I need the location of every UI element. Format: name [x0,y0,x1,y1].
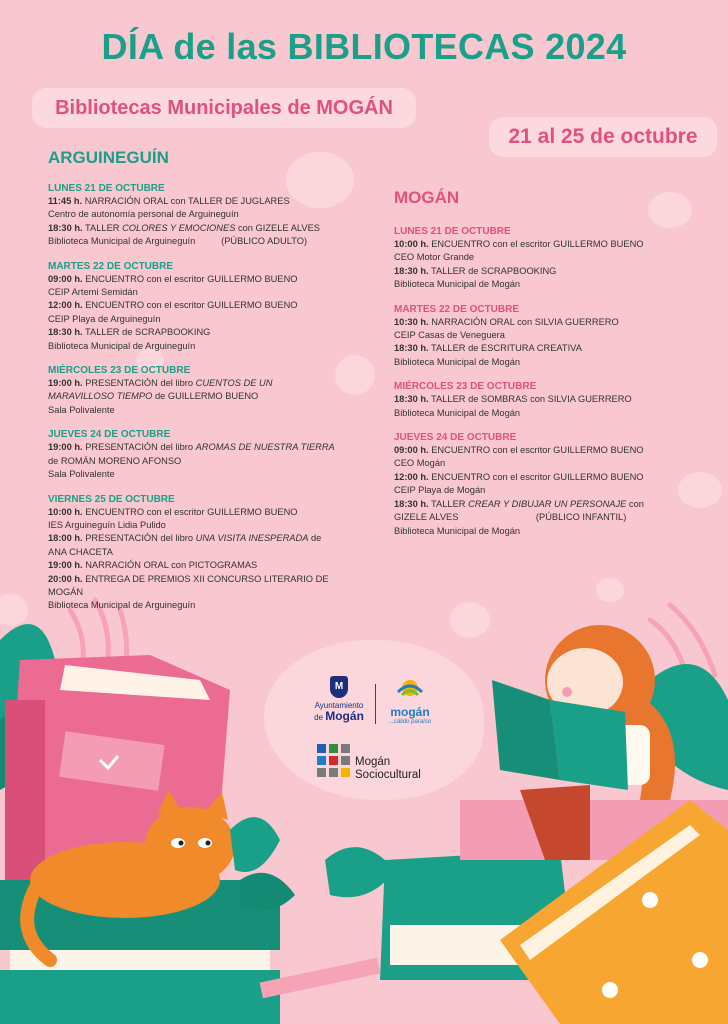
decor-blob [0,594,28,626]
dates-badge: 21 al 25 de octubre [489,117,717,157]
mogan-days [394,225,694,538]
event-time: 18:00 h. [48,533,83,544]
color-squares-icon [317,744,350,777]
event-text: con GIZELE ALVES [235,222,320,233]
event-text: ENCUENTRO con el escritor GUILLERMO BUENO [82,300,298,311]
event-text: PRESENTACIÓN del libro [82,442,196,453]
event-text: PRESENTACIÓN del libro [82,378,196,389]
green-book-2 [0,970,280,1024]
ayuntamiento-label: Ayuntamiento [314,701,364,710]
event-time: 10:00 h. [48,506,83,517]
event-text: TALLER [82,222,123,233]
schedule-line [48,313,348,326]
event-text: de ROMÁN MORENO AFONSO [48,455,182,466]
event-text: ENCUENTRO con el escritor GUILLERMO BUENO [428,445,644,456]
schedule-line [48,286,348,299]
day-title: VIERNES 25 DE OCTUBRE [48,493,175,505]
event-text: Sala Polivalente [48,404,115,415]
schedule-line [394,471,694,484]
event-time: 18:30 h. [394,265,429,276]
day-title: JUEVES 24 DE OCTUBRE [394,432,517,444]
arguineguin-days [48,182,348,613]
schedule-line [48,377,348,390]
schedule-line [48,340,348,353]
schedule-line [48,455,348,468]
event-time: 19:00 h. [48,442,83,453]
event-title: CREAR Y DIBUJAR UN PERSONAJE [468,498,627,509]
girl-cheek [562,687,572,697]
event-text: ENTREGA DE PREMIOS XII CONCURSO LITERARIO DE [82,573,329,584]
subtitle-badge: Bibliotecas Municipales de MOGÁN [32,88,416,128]
arguineguin-heading: ARGUINEGUÍN [48,148,169,167]
event-text: CEIP Casas de Veneguera [394,330,505,341]
arguineguin-column [48,148,348,624]
event-text: TALLER de ESCRITURA CREATIVA [428,343,582,354]
schedule-line [394,407,694,420]
event-text: ENCUENTRO con el escritor GUILLERMO BUENO [82,506,298,517]
schedule-day [48,493,348,613]
event-time: 19:00 h. [48,378,83,389]
schedule-line [48,468,348,481]
day-title: MIÉRCOLES 23 DE OCTUBRE [394,381,537,393]
day-title: LUNES 21 DE OCTUBRE [394,226,511,237]
schedule-line [394,457,694,470]
schedule-line [48,222,348,235]
shield-icon: M [330,676,348,698]
schedule-line [48,586,348,599]
schedule-line [394,498,694,511]
event-text: NARRACIÓN ORAL con SILVIA GUERRERO [428,316,619,327]
schedule-day [394,431,694,538]
schedule-line [394,511,694,524]
schedule-line [48,326,348,339]
schedule-line [394,444,694,457]
ayuntamiento-de: de [314,713,323,722]
event-text: ENCUENTRO con el escritor GUILLERMO BUENO [82,273,298,284]
schedule-line [48,532,348,545]
schedule-line [48,599,348,612]
schedule-line [48,273,348,286]
event-text: TALLER de SCRAPBOOKING [428,265,557,276]
event-time: 18:30 h. [394,498,429,509]
event-text: de GUILLERMO BUENO [152,391,259,402]
schedule-line [394,525,694,538]
schedule-line [48,573,348,586]
schedule-line [394,265,694,278]
sociocultural-line1: Mogán [355,756,391,768]
event-text: con [626,498,644,509]
event-text: Biblioteca Municipal de Mogán [394,407,521,418]
event-time: 18:30 h. [48,327,83,338]
flower-icon [692,952,708,968]
event-title: CUENTOS DE UN [195,378,273,389]
schedule-line [48,546,348,559]
event-title: MARAVILLOSO TIEMPO [48,391,153,402]
flower-icon [602,982,618,998]
schedule-line [394,251,694,264]
day-title: JUEVES 24 DE OCTUBRE [48,429,171,441]
logo-divider [375,684,376,724]
schedule-line [394,278,694,291]
event-text: Biblioteca Municipal de Arguineguín [48,600,196,611]
schedule-day [394,303,694,370]
schedule-line [48,441,348,454]
event-text: ENCUENTRO con el escritor GUILLERMO BUENO [428,239,644,249]
event-text: Centro de autonomía personal de Arguineguín [48,209,239,220]
mogan-brand-logo [380,678,440,726]
event-text: CEIP Playa de Arguineguín [48,313,161,324]
event-text: TALLER de SOMBRAS con SILVIA GUERRERO [428,394,632,405]
sociocultural-logo [317,744,421,781]
schedule-day [48,428,348,481]
event-title: AROMAS DE NUESTRA TIERRA [195,442,335,453]
flower-icon [642,892,658,908]
event-text: CEO Motor Grande [394,252,475,263]
event-text: Biblioteca Municipal de Arguineguín (PÚBLICO ADULTO) [48,236,308,247]
event-text: ANA CHACETA [48,546,113,557]
schedule-day [48,364,348,417]
event-time: 12:00 h. [394,471,429,482]
event-text: CEO Mogán [394,458,446,469]
event-text: Biblioteca Municipal de Mogán [394,279,521,290]
schedule-line [48,195,348,208]
schedule-line [394,316,694,329]
event-time: 19:00 h. [48,560,83,571]
day-title: MIÉRCOLES 23 DE OCTUBRE [48,365,191,377]
schedule-day [48,182,348,249]
mogan-column [394,188,694,549]
event-text: PRESENTACIÓN del libro [82,533,196,544]
schedule-line [48,559,348,572]
page-title: DÍA de las BIBLIOTECAS 2024 [101,26,627,67]
event-text: MOGÁN [48,586,84,597]
event-time: 09:00 h. [48,273,83,284]
event-text: CEIP Playa de Mogán [394,485,486,496]
ayuntamiento-name: Mogán [325,709,364,723]
event-time: 20:00 h. [48,573,83,584]
cat-pupil [179,841,184,846]
event-text: NARRACIÓN ORAL con TALLER DE JUGLARES [82,196,290,206]
event-text: ENCUENTRO con el escritor GUILLERMO BUENO [428,471,644,482]
event-text: TALLER [428,498,469,509]
ayuntamiento-logo [304,676,374,723]
cat-head [145,807,235,883]
schedule-line [48,299,348,312]
event-title: UNA VISITA INESPERADA [195,533,309,544]
event-text: de [308,533,322,544]
event-time: 11:45 h. [48,196,83,206]
event-text: GIZELE ALVES (PÚBLICO INFANTIL) [394,512,627,523]
pink-book-spine [5,700,45,880]
day-title: MARTES 22 DE OCTUBRE [48,260,174,272]
schedule-line [48,208,348,221]
day-title: LUNES 21 DE OCTUBRE [48,183,165,194]
schedule-line [48,404,348,417]
event-title: COLORES Y EMOCIONES [122,222,236,233]
cat-pupil [206,841,211,846]
event-time: 18:30 h. [394,343,429,354]
event-time: 10:30 h. [394,316,429,327]
schedule-day [394,225,694,292]
mogan-heading: MOGÁN [394,188,460,207]
event-time: 10:00 h. [394,239,429,249]
schedule-line [48,519,348,532]
event-time: 18:30 h. [394,394,429,405]
event-text: CEIP Artemi Semidán [48,287,138,298]
event-text: Sala Polivalente [48,469,115,480]
sociocultural-line2: Sociocultural [355,769,421,781]
event-text: Biblioteca Municipal de Arguineguín [48,340,196,351]
open-book-2 [550,700,628,790]
leaf-mid-2 [240,873,295,911]
decor-blob [450,602,490,638]
schedule-line [394,356,694,369]
schedule-line [48,390,348,403]
schedule-line [48,235,348,248]
event-text: TALLER de SCRAPBOOKING [82,327,211,338]
decor-blob [596,578,624,602]
mogan-brand-word: mogán [390,705,430,719]
mogan-brand-tagline: ...cálido paraíso [388,719,432,725]
leaf-mid [230,817,280,872]
schedule-line [394,329,694,342]
event-text: NARRACIÓN ORAL con PICTOGRAMAS [82,560,258,571]
event-text: Biblioteca Municipal de Mogán [394,525,521,536]
schedule-line [394,238,694,251]
event-time: 18:30 h. [48,222,83,233]
event-time: 09:00 h. [394,445,429,456]
schedule-line [394,393,694,406]
schedule-line [394,342,694,355]
schedule-day [48,260,348,353]
event-text: IES Arguineguín Lidia Pulido [48,519,166,530]
event-time: 12:00 h. [48,300,83,311]
event-text: Biblioteca Municipal de Mogán [394,356,521,367]
schedule-line [48,506,348,519]
schedule-line [394,484,694,497]
day-title: MARTES 22 DE OCTUBRE [394,303,520,315]
sun-wave-icon [393,678,427,698]
schedule-day [394,380,694,420]
